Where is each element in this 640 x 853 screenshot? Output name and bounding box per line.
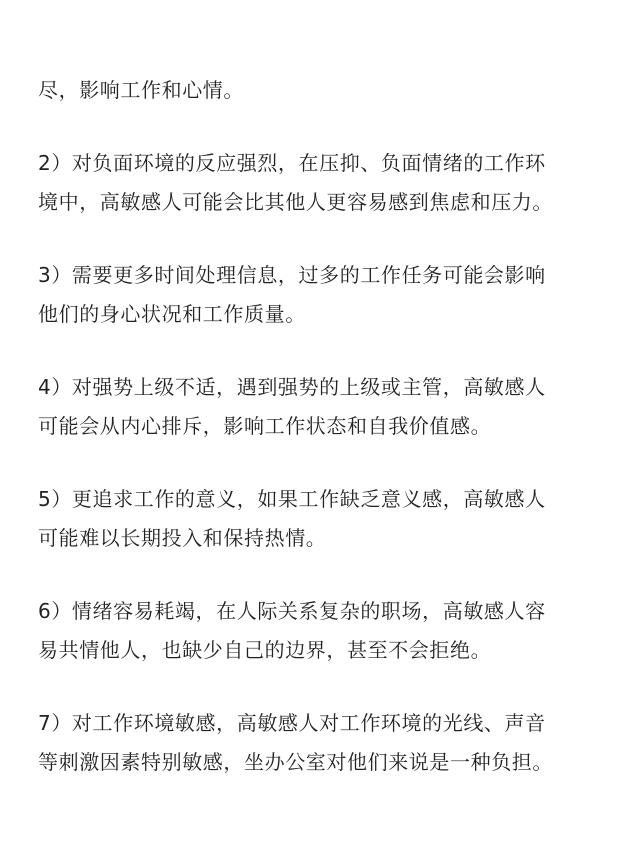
paragraph-line: 易共情他人，也缺少自己的边界，甚至不会拒绝。 — [38, 638, 492, 662]
paragraph-line: 他们的身心状况和工作质量。 — [38, 302, 306, 326]
paragraph-line: 6）情绪容易耗竭，在人际关系复杂的职场，高敏感人容 — [38, 599, 546, 623]
paragraph-line: 等刺激因素特别敏感，坐办公室对他们来说是一种负担。 — [38, 750, 553, 774]
paragraph-line: 7）对工作环境敏感，高敏感人对工作环境的光线、声音 — [38, 711, 546, 735]
paragraph-line: 5）更追求工作的意义，如果工作缺乏意义感，高敏感人 — [38, 487, 546, 511]
paragraph-line: 4）对强势上级不适，遇到强势的上级或主管，高敏感人 — [38, 375, 546, 399]
paragraph-line: 可能会从内心排斥，影响工作状态和自我价值感。 — [38, 414, 492, 438]
paragraph-line: 3）需要更多时间处理信息，过多的工作任务可能会影响 — [38, 263, 546, 287]
paragraph-line: 2）对负面环境的反应强烈，在压抑、负面情绪的工作环 — [38, 151, 546, 175]
paragraph-line: 尽，影响工作和心情。 — [38, 78, 244, 102]
paragraph-line: 境中，高敏感人可能会比其他人更容易感到焦虑和压力。 — [38, 190, 553, 214]
paragraph-line: 可能难以长期投入和保持热情。 — [38, 526, 327, 550]
